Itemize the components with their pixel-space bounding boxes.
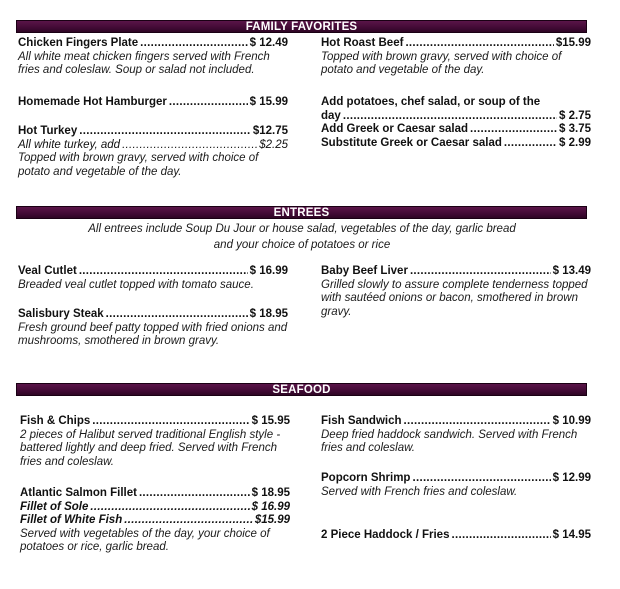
item-name: day bbox=[321, 109, 341, 122]
menu-item-fish-fillets bbox=[20, 487, 290, 555]
menu-addons bbox=[321, 96, 591, 150]
item-description: Topped with brown gravy, served with choice of potato and vegetable of the day. bbox=[18, 152, 259, 178]
item-price: $ 16.99 bbox=[251, 500, 290, 513]
item-description: Topped with brown gravy, served with choice of potato and vegetable of the day. bbox=[321, 50, 562, 76]
menu-item-hot-hamburger bbox=[18, 96, 288, 110]
section-header-seafood: SEAFOOD bbox=[16, 383, 587, 396]
item-price: $15.99 bbox=[555, 37, 591, 49]
item-description: All white meat chicken fingers served with French fries and coleslaw. Soup or salad not included. bbox=[18, 50, 270, 76]
item-price: $ 10.99 bbox=[552, 415, 591, 427]
item-price: $ 2.75 bbox=[559, 109, 591, 122]
item-name: Add Greek or Caesar salad bbox=[321, 123, 469, 135]
menu-item-haddock-fries bbox=[321, 529, 591, 543]
item-name: Fish & Chips bbox=[20, 415, 91, 427]
item-description: Deep fried haddock sandwich. Served with French fries and coleslaw. bbox=[321, 428, 578, 454]
item-price: $ 18.95 bbox=[249, 308, 288, 320]
dot-leader bbox=[139, 487, 250, 501]
menu-item-hot-roast-beef bbox=[321, 37, 591, 78]
item-name: Fillet of White Fish bbox=[20, 514, 123, 526]
item-price: $ 12.49 bbox=[249, 37, 288, 49]
dot-leader bbox=[122, 139, 257, 153]
item-name: 2 Piece Haddock / Fries bbox=[321, 529, 450, 541]
dot-leader bbox=[405, 37, 553, 51]
item-description: Served with French fries and coleslaw. bbox=[321, 485, 518, 498]
item-price: $ 12.99 bbox=[552, 472, 591, 484]
item-price: $12.75 bbox=[252, 125, 288, 137]
item-price: $ 16.99 bbox=[249, 265, 288, 277]
dot-leader bbox=[470, 123, 557, 137]
item-name: Veal Cutlet bbox=[18, 265, 77, 277]
item-name: Fillet of Sole bbox=[20, 500, 89, 513]
item-price: $ 14.95 bbox=[552, 529, 591, 541]
item-name: Atlantic Salmon Fillet bbox=[20, 487, 137, 499]
item-price: $15.99 bbox=[254, 514, 290, 526]
addon-price: $2.25 bbox=[259, 138, 288, 151]
item-price: $ 15.99 bbox=[249, 96, 288, 108]
menu-item-fish-sandwich bbox=[321, 415, 591, 456]
dot-leader bbox=[504, 137, 557, 151]
item-name: Hot Turkey bbox=[18, 125, 78, 137]
addon-lead-text: Add potatoes, chef salad, or soup of the bbox=[321, 96, 541, 108]
menu-item-popcorn-shrimp bbox=[321, 472, 591, 499]
menu-item-chicken-fingers bbox=[18, 37, 288, 78]
addon-name: All white turkey, add bbox=[18, 138, 121, 151]
item-price: $ 13.49 bbox=[552, 265, 591, 277]
item-description: Fresh ground beef patty topped with fried onions and mushrooms, smothered in brown gravy. bbox=[18, 321, 288, 347]
item-name: Chicken Fingers Plate bbox=[18, 37, 139, 49]
item-description: Breaded veal cutlet topped with tomato sauce. bbox=[18, 278, 254, 291]
entrees-intro-line-1: All entrees include Soup Du Jour or house salad, vegetables of the day, garlic bread bbox=[88, 223, 516, 235]
dot-leader bbox=[169, 96, 248, 110]
item-name: Popcorn Shrimp bbox=[321, 472, 411, 484]
menu-item-baby-beef-liver bbox=[321, 265, 591, 319]
item-price: $ 2.99 bbox=[559, 136, 591, 149]
item-description: 2 pieces of Halibut served traditional English style - battered lightly and deep fried. Served with French fries and coleslaw. bbox=[20, 428, 281, 468]
item-description: Served with vegetables of the day, your choice of potatoes or rice, garlic bread. bbox=[20, 527, 270, 553]
dot-leader bbox=[90, 501, 249, 515]
dot-leader bbox=[404, 415, 551, 429]
dot-leader bbox=[92, 415, 249, 429]
section-header-family-favorites: FAMILY FAVORITES bbox=[16, 20, 587, 33]
menu-item-fish-and-chips bbox=[20, 415, 290, 469]
entrees-intro-line-2: and your choice of potatoes or rice bbox=[213, 239, 391, 251]
menu-item-hot-turkey bbox=[18, 125, 288, 179]
section-header-entrees: ENTREES bbox=[16, 206, 587, 219]
item-name: Salisbury Steak bbox=[18, 308, 104, 320]
dot-leader bbox=[79, 125, 251, 139]
item-price: $ 18.95 bbox=[251, 487, 290, 499]
item-name: Hot Roast Beef bbox=[321, 37, 404, 49]
dot-leader bbox=[412, 472, 550, 486]
dot-leader bbox=[410, 265, 551, 279]
item-name: Homemade Hot Hamburger bbox=[18, 96, 167, 108]
dot-leader bbox=[140, 37, 247, 51]
item-name: Fish Sandwich bbox=[321, 415, 402, 427]
item-name: Substitute Greek or Caesar salad bbox=[321, 136, 502, 149]
dot-leader bbox=[124, 514, 253, 528]
menu-item-veal-cutlet bbox=[18, 265, 288, 292]
item-price: $ 3.75 bbox=[559, 123, 591, 135]
item-price: $ 15.95 bbox=[251, 415, 290, 427]
item-description: Grilled slowly to assure complete tenderness topped with sautéed onions or bacon, smothered in brown gravy. bbox=[321, 278, 588, 318]
dot-leader bbox=[106, 308, 248, 322]
item-name: Baby Beef Liver bbox=[321, 265, 408, 277]
dot-leader bbox=[79, 265, 248, 279]
dot-leader bbox=[343, 110, 557, 124]
menu-item-salisbury-steak bbox=[18, 308, 288, 349]
dot-leader bbox=[451, 529, 550, 543]
